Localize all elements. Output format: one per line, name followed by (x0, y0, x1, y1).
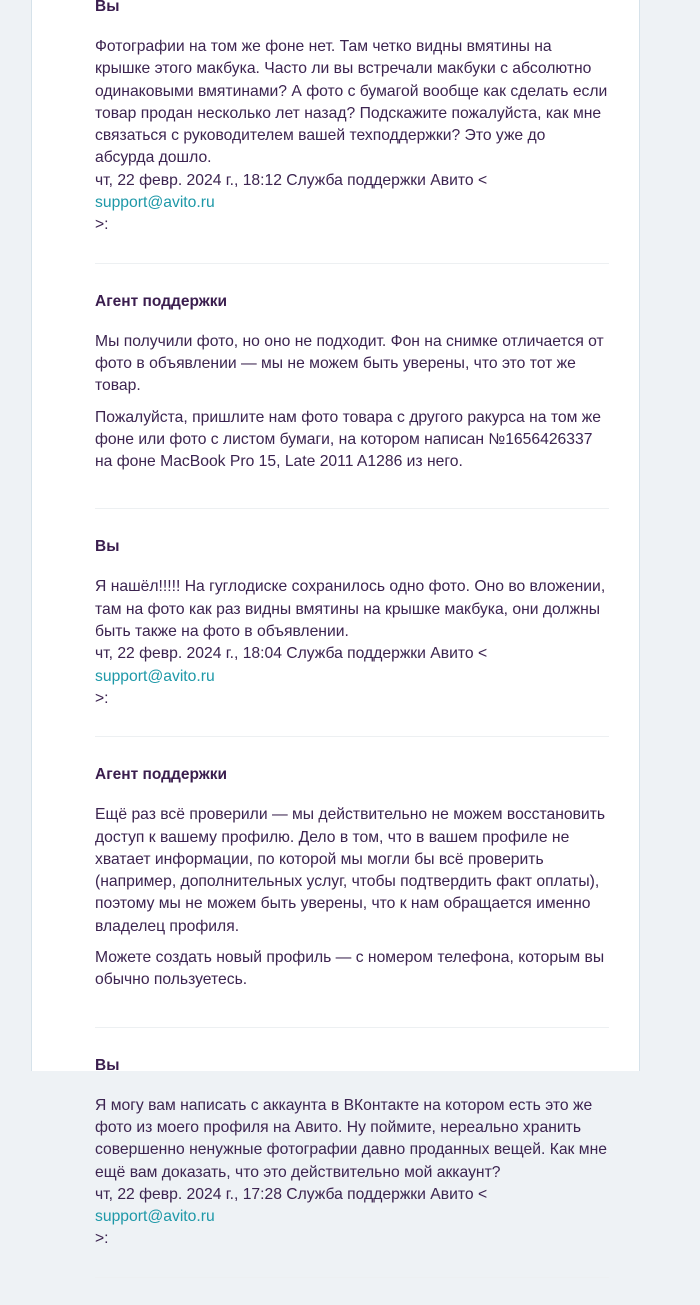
email-thread-sheet (31, 0, 640, 1248)
message-author: Вы (95, 1056, 120, 1074)
message-author: Вы (95, 0, 120, 15)
email-thread (95, 0, 609, 1305)
message-agent-2 (95, 764, 609, 1027)
message-agent-1 (95, 291, 609, 510)
support-email-link[interactable]: support@avito.ru (95, 667, 215, 685)
quoted-date-sender: чт, 22 февр. 2024 г., 18:12 Служба поддержки Авито < (95, 171, 488, 189)
quoted-header-end: >: (95, 1230, 109, 1248)
quoted-header-end: >: (95, 216, 109, 234)
message-text: Мы получили фото, но оно не подходит. Фон на снимке отличается от фото в объявлении — мы не можем быть уверены, что это тот же товар. (95, 332, 604, 395)
quoted-header (95, 170, 609, 237)
support-email-link[interactable]: support@avito.ru (95, 194, 215, 212)
message-user-1 (95, 0, 609, 264)
quoted-date-sender: чт, 22 февр. 2024 г., 18:04 Служба поддержки Авито < (95, 645, 488, 663)
message-text: Я могу вам написать с аккаунта в ВКонтакте на котором есть это же фото из моего профиля на Авито. Ну поймите, нереально хранить совершенно ненужные фотографии давно проданных вещей. Как мне ещё вам доказать, что это действительно мой аккаунт? (95, 1096, 607, 1181)
quoted-header (95, 643, 609, 710)
message-text: Можете создать новый профиль — с номером телефона, которым вы обычно пользуетесь. (95, 949, 605, 989)
support-email-link[interactable]: support@avito.ru (95, 1208, 215, 1226)
quoted-date-sender: чт, 22 февр. 2024 г., 17:28 Служба поддержки Авито < (95, 1185, 488, 1203)
quoted-header (95, 1184, 609, 1251)
message-user-3 (95, 1055, 609, 1278)
quoted-header-end: >: (95, 689, 109, 707)
message-author: Агент поддержки (95, 292, 227, 310)
message-text: Я нашёл!!!!! На гуглодиске сохранилось одно фото. Оно во вложении, там на фото как раз видны вмятины на крышке макбука, они должны быть также на фото в объявлении. (95, 578, 606, 641)
message-author: Вы (95, 538, 120, 556)
message-user-2 (95, 536, 609, 737)
message-text: Фотографии на том же фоне нет. Там четко видны вмятины на крышке этого макбука. Часто ли вы встречали макбуки с абсолютно одинаковыми вмятинами? А фото с бумагой вообще как сделать если товар продан несколько лет назад? Подскажите пожалуйста, как мне связаться с руководителем вашей техподдержки? Это уже до абсурда дошло. (95, 38, 608, 167)
message-text: Ещё раз всё проверили — мы действительно не можем восстановить доступ к вашему профилю. Дело в том, что в вашем профиле не хватает информации, по которой мы могли бы всё проверить (например, дополнительных услуг, чтобы подтвердить факт оплаты), поэтому мы не можем быть уверены, что к нам обращается именно владелец профиля. (95, 806, 606, 935)
message-author: Агент поддержки (95, 766, 227, 784)
message-text: Пожалуйста, пришлите нам фото товара с другого ракурса на том же фоне или фото с листом бумаги, на котором написан №1656426337 на фоне MacBook Pro 15, Late 2011 A1286 из него. (95, 408, 601, 471)
